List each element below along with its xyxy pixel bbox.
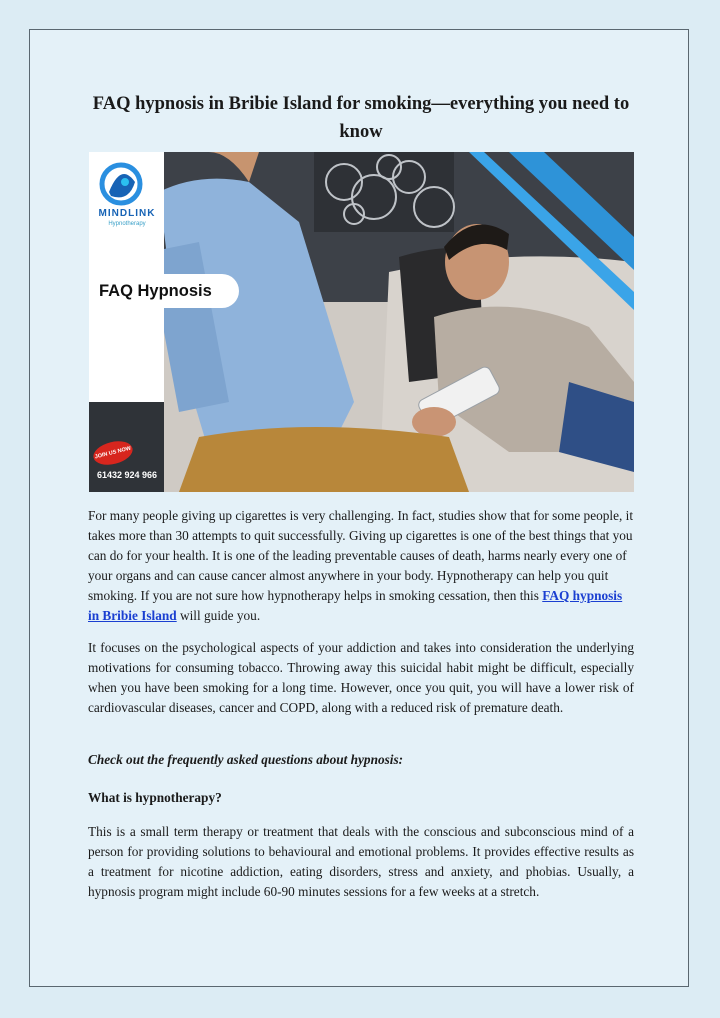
focus-paragraph: It focuses on the psychological aspects of your addiction and takes into consideration the underlying motivations for consuming tobacco. Throwing away this suicidal habit might be difficult, especially when you have been smoking for a long time. However, once you quit, you will have a lower risk of cardiovascular diseases, cancer and COPD, along with a reduced risk of premature death. <box>88 640 634 715</box>
faq-hypnosis-link[interactable]: FAQ hypnosis in Bribie Island <box>88 588 623 623</box>
brand-subtitle: Hypnotherapy <box>108 221 146 227</box>
brand-name: MINDLINK <box>98 208 156 219</box>
document-page <box>29 29 689 987</box>
document-title: FAQ hypnosis in Bribie Island for smoking—everything you need to know <box>92 94 630 142</box>
faq-hypnosis-banner: FAQ Hypnosis <box>89 274 239 308</box>
intro-text-end: will guide you. <box>176 608 261 623</box>
hero-image <box>89 152 634 492</box>
intro-text-start: For many people giving up cigarettes is very challenging. In fact, studies show that for some people, it takes more than 30 attempts to quit successfully. Giving up cigarettes is one of the best things that you can do for your health. It is one of the leading preventable causes of death, harms nearly every one of your organs and can cause cancer almost anywhere in your body. Hypnotherapy can help you quit smoking. If you are not sure how hypnotherapy helps in smoking cessation, then this <box>88 508 634 603</box>
answer-paragraph: This is a small term therapy or treatment that deals with the conscious and subconscious mind of a person for providing solutions to behavioural and emotional problems. It provides effective results as a treatment for nicotine addiction, eating disorders, stress and anxiety, and phobias. Usually, a hypnosis program might include 60-90 minutes sessions for a few weeks at a stretch. <box>88 824 634 899</box>
phone-number: 61432 924 966 <box>97 470 158 480</box>
intro-paragraph <box>88 506 634 626</box>
join-us-badge[interactable]: JOIN US NOW <box>91 437 135 468</box>
question-heading: What is hypnotherapy? <box>88 790 222 805</box>
faq-heading: Check out the frequently asked questions about hypnosis: <box>88 752 404 767</box>
